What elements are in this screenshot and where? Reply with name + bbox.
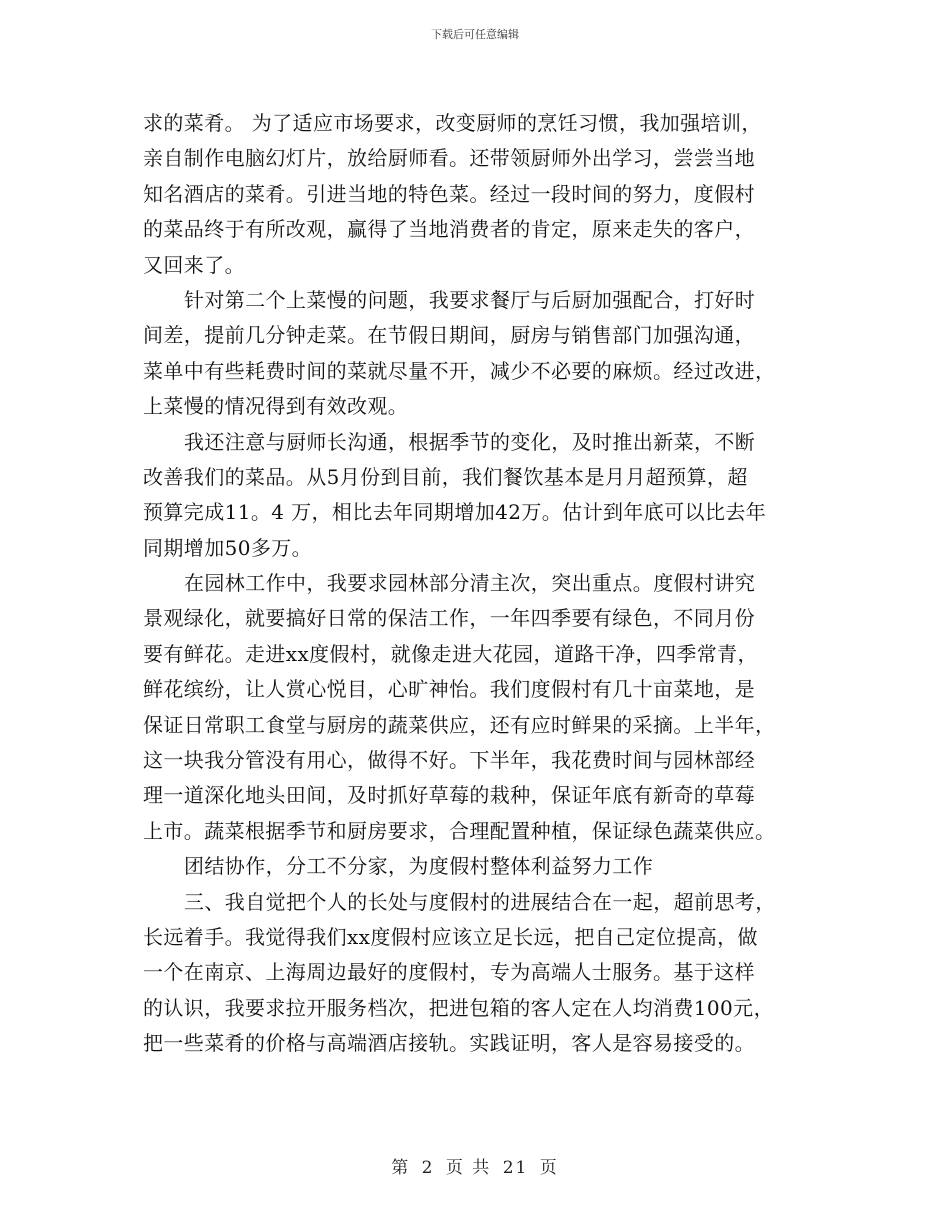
text-line: 改善我们的菜品。从5月份到目前，我们餐饮基本是月月超预算，超 bbox=[143, 464, 748, 489]
text-line: 在园林工作中，我要求园林部分清主次，突出重点。度假村讲究 bbox=[184, 571, 756, 596]
footer-suffix: 页 bbox=[539, 1158, 559, 1178]
text-line: 我还注意与厨师长沟通，根据季节的变化，及时推出新菜，不断 bbox=[184, 429, 756, 454]
text-line: 一个在南京、上海周边最好的度假村，专为高端人士服务。基于这样 bbox=[143, 960, 755, 985]
text-line: 景观绿化，就要搞好日常的保洁工作，一年四季要有绿色，不同月份 bbox=[143, 606, 755, 631]
text-line: 上市。蔬菜根据季节和厨房要求，合理配置种植，保证绿色蔬菜供应。 bbox=[143, 818, 776, 843]
text-line: 预算完成11。4 万，相比去年同期增加42万。估计到年底可以比去年 bbox=[143, 500, 767, 525]
page-header: 下载后可任意编辑 bbox=[431, 28, 519, 41]
text-line: 菜单中有些耗费时间的菜就尽量不开，减少不必要的麻烦。经过改进， bbox=[143, 358, 776, 383]
text-line: 长远着手。我觉得我们xx度假村应该立足长远，把自己定位提高，做 bbox=[143, 924, 758, 949]
text-line: 把一些菜肴的价格与高端酒店接轨。实践证明，客人是容易接受的。 bbox=[143, 1031, 755, 1056]
text-line: 保证日常职工食堂与厨房的蔬菜供应，还有应时鲜果的采摘。上半年， bbox=[143, 712, 776, 737]
text-line: 的菜品终于有所改观，赢得了当地消费者的肯定，原来走失的客户， bbox=[143, 217, 755, 242]
text-line: 又回来了。 bbox=[143, 252, 245, 277]
text-line: 间差，提前几分钟走菜。在节假日期间，厨房与销售部门加强沟通， bbox=[143, 323, 755, 348]
text-line: 这一块我分管没有用心，做得不好。下半年，我花费时间与园林部经 bbox=[143, 748, 755, 773]
page-footer bbox=[0, 1153, 950, 1178]
text-line: 同期增加50多万。 bbox=[143, 535, 313, 560]
text-line: 知名酒店的菜肴。引进当地的特色菜。经过一段时间的努力，度假村 bbox=[143, 181, 755, 206]
text-line: 求的菜肴。 为了适应市场要求，改变厨师的烹饪习惯，我加强培训， bbox=[143, 111, 762, 135]
document-body bbox=[143, 106, 813, 1062]
footer-total-pages: 21 bbox=[502, 1158, 529, 1178]
text-line: 针对第二个上菜慢的问题，我要求餐厅与后厨加强配合，打好时 bbox=[184, 287, 756, 312]
footer-prefix: 第 bbox=[391, 1158, 411, 1178]
footer-middle: 页 共 bbox=[445, 1158, 492, 1178]
text-line: 理一道深化地头田间，及时抓好草莓的栽种，保证年底有新奇的草莓 bbox=[143, 783, 755, 808]
text-line: 三、我自觉把个人的长处与度假村的进展结合在一起，超前思考， bbox=[184, 889, 776, 914]
text-line: 团结协作，分工不分家，为度假村整体利益努力工作 bbox=[184, 854, 654, 879]
text-line: 要有鲜花。走进xx度假村，就像走进大花园，道路干净，四季常青， bbox=[143, 641, 758, 666]
text-line: 鲜花缤纷，让人赏心悦目，心旷神怡。我们度假村有几十亩菜地，是 bbox=[143, 677, 755, 702]
text-line: 亲自制作电脑幻灯片，放给厨师看。还带领厨师外出学习，尝尝当地 bbox=[143, 146, 755, 171]
text-line: 的认识，我要求拉开服务档次，把进包箱的客人定在人均消费100元， bbox=[143, 995, 774, 1020]
footer-page-number: 2 bbox=[421, 1158, 435, 1178]
text-line: 上菜慢的情况得到有效改观。 bbox=[143, 394, 409, 419]
